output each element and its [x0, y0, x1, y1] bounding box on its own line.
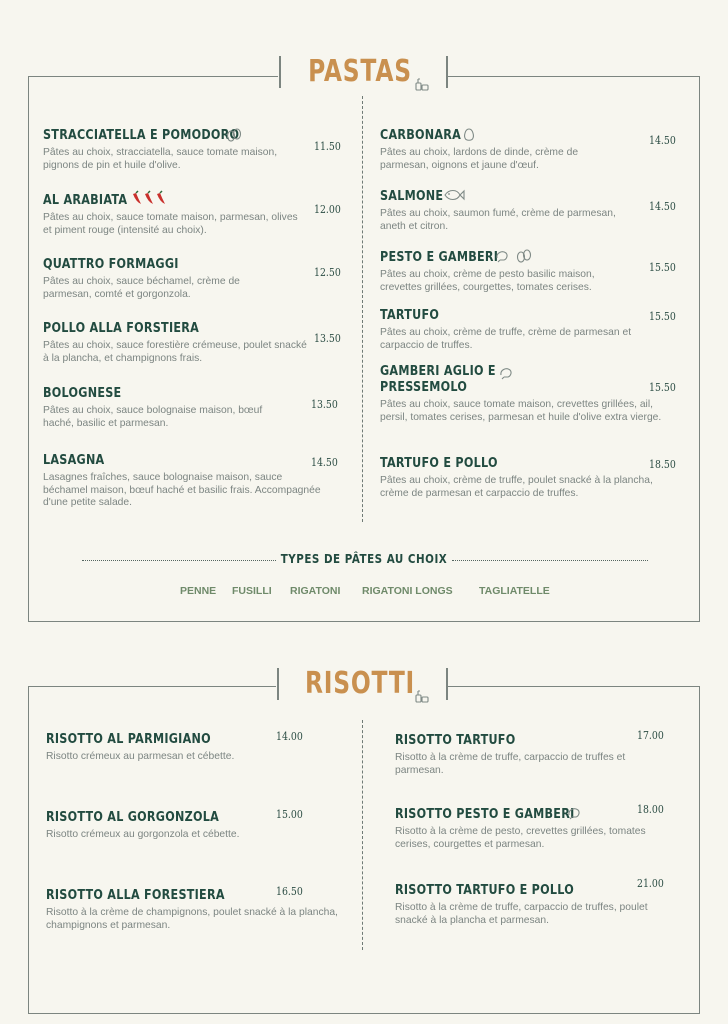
item-price: 14.50 — [311, 456, 338, 469]
vegetarian-icon — [516, 248, 532, 264]
risotti-column-divider — [362, 720, 363, 950]
item-name: RISOTTO AL PARMIGIANO — [46, 732, 211, 747]
egg-icon — [461, 127, 477, 143]
item-price: 15.50 — [649, 261, 676, 274]
item-name: GAMBERI AGLIO E PRESSEMOLO — [380, 364, 496, 395]
item-name: POLLO ALLA FORSTIERA — [43, 321, 200, 336]
item-name: CARBONARA — [380, 128, 462, 143]
item-name: RISOTTO TARTUFO — [395, 733, 516, 748]
pasta-type: PENNE — [180, 585, 217, 597]
item-description: Pâtes au choix, lardons de dinde, crème de parmesan, oignons et jaune d'œuf. — [380, 147, 579, 171]
item-description: Pâtes au choix, crème de truffe, crème de parmesan et carpaccio de truffes. — [380, 327, 632, 351]
pastas-column-divider — [362, 96, 363, 522]
menu-item — [380, 364, 665, 424]
item-description: Pâtes au choix, sauce forestière crémeuse, poulet snacké à la plancha, et champignons frais. — [43, 340, 307, 364]
item-description: Pâtes au choix, sauce bolognaise maison, bœuf haché, basilic et parmesan. — [43, 405, 263, 429]
item-price: 18.50 — [649, 458, 676, 471]
pasta-type: RIGATONI LONGS — [362, 585, 453, 597]
item-name: STRACCIATELLA E POMODORO — [43, 128, 240, 143]
menu-item — [395, 881, 670, 927]
pasta-types-title: TYPES DE PÂTES AU CHOIX — [280, 552, 448, 566]
item-price: 14.50 — [649, 134, 676, 147]
menu-item — [43, 126, 283, 172]
menu-item — [43, 319, 311, 365]
item-price: 15.50 — [649, 381, 676, 394]
item-price: 18.00 — [637, 803, 664, 816]
item-name: RISOTTO ALLA FORESTIERA — [46, 888, 225, 903]
item-description: Risotto à la crème de truffe, carpaccio de truffes et parmesan. — [395, 752, 626, 776]
item-price: 12.50 — [314, 266, 341, 279]
menu-item — [395, 731, 665, 777]
item-price: 12.00 — [314, 203, 341, 216]
item-description: Lasagnes fraîches, sauce bolognaise maison, sauce béchamel maison, bœuf haché et basilic frais. Accompagnée d'une petite salade. — [43, 472, 321, 508]
item-name: LASAGNA — [43, 453, 105, 468]
menu-item — [46, 808, 286, 842]
menu-item — [380, 306, 668, 352]
vegetarian-icon — [414, 688, 430, 704]
item-name: RISOTTO TARTUFO E POLLO — [395, 883, 575, 898]
chili-pepper-icon — [130, 190, 170, 206]
item-price: 16.50 — [276, 885, 303, 898]
item-price: 13.50 — [311, 398, 338, 411]
pasta-type: TAGLIATELLE — [479, 585, 550, 597]
item-price: 15.50 — [649, 310, 676, 323]
item-name: QUATTRO FORMAGGI — [43, 257, 179, 272]
item-name: RISOTTO AL GORGONZOLA — [46, 810, 220, 825]
vegetarian-icon — [414, 76, 430, 92]
item-name: RISOTTO PESTO E GAMBERI — [395, 807, 575, 822]
item-price: 14.00 — [276, 730, 303, 743]
pasta-type: RIGATONI — [290, 585, 341, 597]
menu-item — [46, 730, 286, 764]
item-price: 11.50 — [314, 140, 341, 153]
pastas-title: PASTAS — [308, 54, 412, 89]
item-name: TARTUFO E POLLO — [380, 456, 498, 471]
item-name: SALMONE — [380, 189, 444, 204]
risotti-title: RISOTTI — [304, 666, 416, 701]
item-description: Pâtes au choix, crème de pesto basilic maison, crevettes grillées, courgettes, tomates cerises. — [380, 269, 595, 293]
menu-item — [43, 451, 323, 510]
shrimp-icon — [566, 805, 582, 821]
item-name: BOLOGNESE — [43, 386, 122, 401]
item-price: 17.00 — [637, 729, 664, 742]
item-price: 13.50 — [314, 332, 341, 345]
menu-item — [380, 126, 620, 172]
item-name: TARTUFO — [380, 308, 440, 323]
shrimp-icon — [498, 365, 514, 381]
menu-item — [380, 187, 620, 233]
item-description: Pâtes au choix, sauce béchamel, crème de parmesan, comté et gorgonzola. — [43, 276, 240, 300]
item-description: Pâtes au choix, crème de truffe, poulet snacké à la plancha, crème de parmesan et carpaccio de truffes. — [380, 475, 653, 499]
item-description: Pâtes au choix, sauce tomate maison, parmesan, olives et piment rouge (intensité au choix). — [43, 212, 298, 236]
item-description: Risotto à la crème de champignons, poulet snacké à la plancha, champignons et parmesan. — [46, 907, 338, 931]
item-name: PESTO E GAMBERI — [380, 250, 499, 265]
menu-item — [380, 454, 655, 500]
item-description: Pâtes au choix, sauce tomate maison, crevettes grillées, ail, persil, tomates cerises, parmesan et huile d'olive extra vierge. — [380, 399, 662, 423]
item-description: Pâtes au choix, stracciatella, sauce tomate maison, pignons de pin et huile d'olive. — [43, 147, 278, 171]
menu-item — [43, 191, 308, 237]
vegetarian-icon — [226, 127, 242, 143]
menu-item — [43, 255, 288, 301]
item-description: Risotto crémeux au gorgonzola et cébette. — [46, 829, 240, 840]
item-description: Risotto à la crème de pesto, crevettes grillées, tomates cerises, courgettes et parmesan. — [395, 826, 646, 850]
item-price: 14.50 — [649, 200, 676, 213]
shrimp-icon — [494, 248, 510, 264]
item-description: Risotto crémeux au parmesan et cébette. — [46, 751, 235, 762]
menu-item — [395, 805, 670, 851]
item-price: 21.00 — [637, 877, 664, 890]
item-price: 15.00 — [276, 808, 303, 821]
menu-item — [43, 384, 283, 430]
item-description: Pâtes au choix, saumon fumé, crème de parmesan, aneth et citron. — [380, 208, 616, 232]
pasta-type: FUSILLI — [232, 585, 272, 597]
item-name: AL ARABIATA — [43, 193, 128, 208]
item-description: Risotto à la crème de truffe, carpaccio de truffes, poulet snacké à la plancha et parmesan. — [395, 902, 648, 926]
fish-icon — [443, 187, 465, 203]
